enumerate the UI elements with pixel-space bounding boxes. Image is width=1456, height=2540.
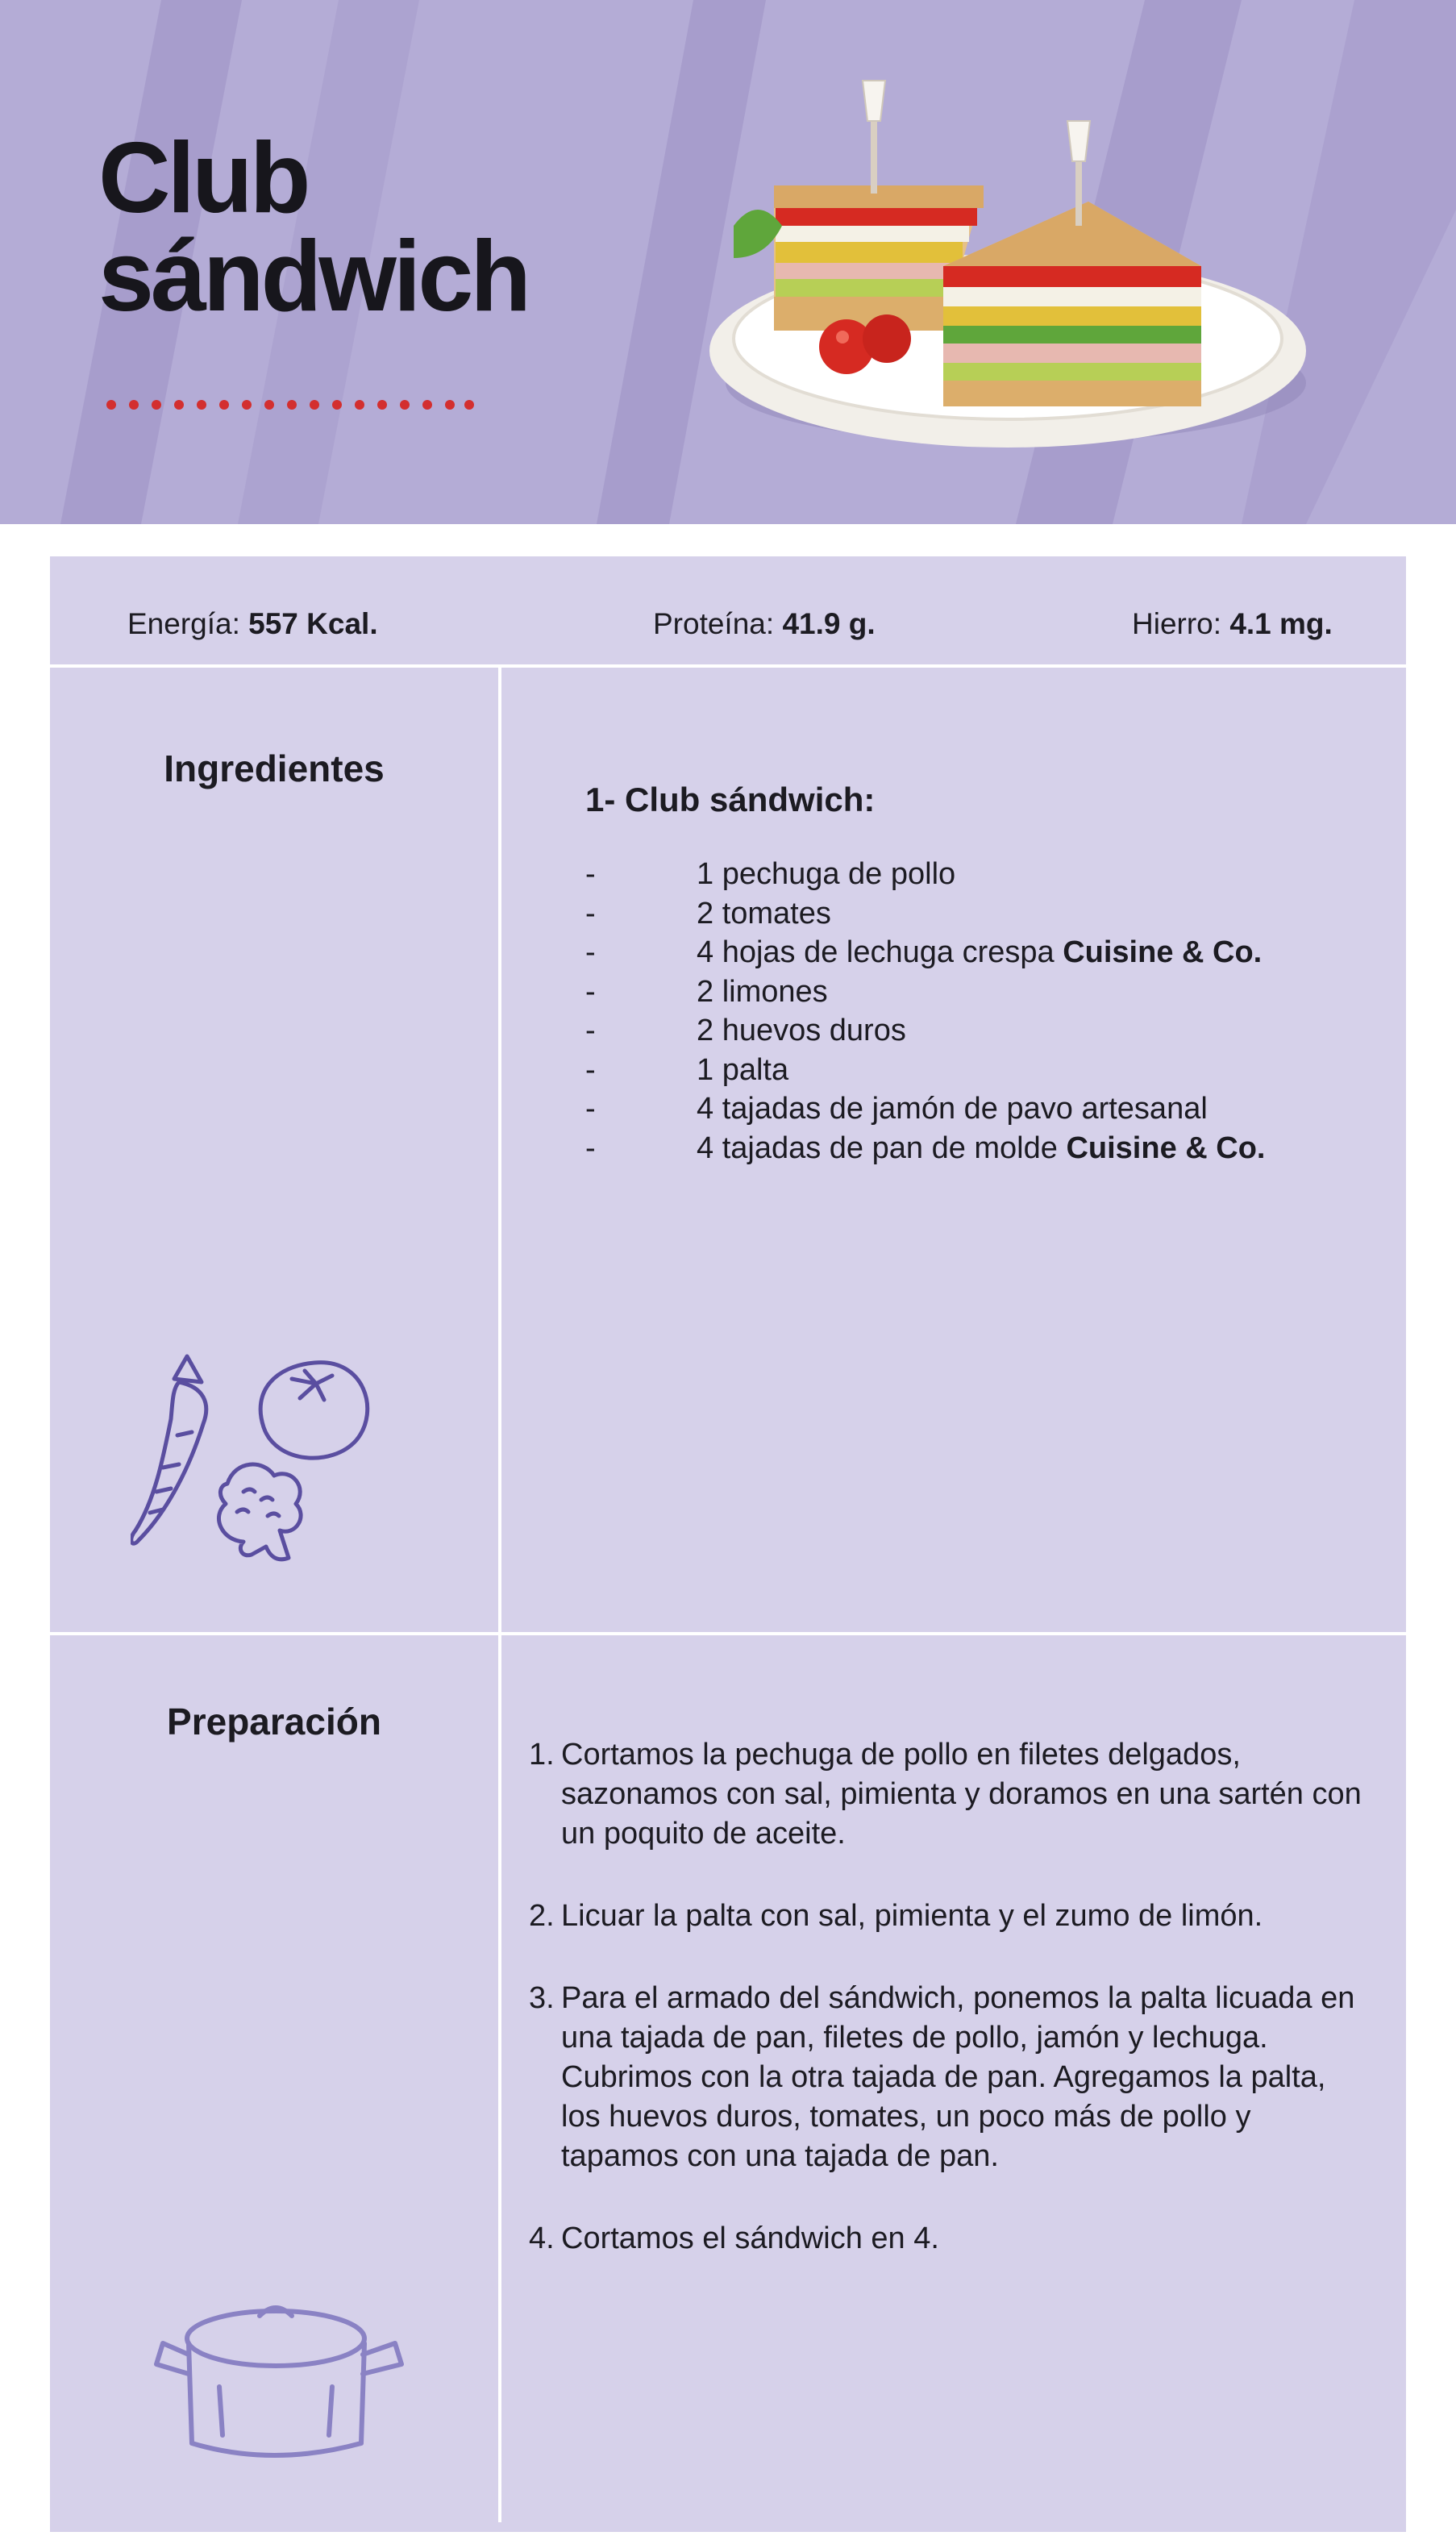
protein-label: Proteína: [653, 607, 775, 640]
list-item: - 2 tomates [585, 896, 831, 931]
list-item: - 2 huevos duros [585, 1014, 906, 1047]
list-item: - 4 tajadas de jamón de pavo artesanal [585, 1092, 1208, 1126]
ingredients-section-title: Ingredientes [164, 747, 385, 789]
energy-label: Energía: [127, 607, 240, 640]
list-item: 1. Cortamos la pechuga de pollo en filetes delgados, sazonamos con sal, pimienta y doramos en una sartén con un poquito de aceite. [529, 1738, 1362, 1851]
ingredients-subtitle: 1- Club sándwich: [585, 781, 876, 818]
list-item: 2. Licuar la palta con sal, pimienta y el zumo de limón. [529, 1899, 1263, 1933]
divider-nutrition [50, 664, 1406, 668]
list-item: 4. Cortamos el sándwich en 4. [529, 2221, 939, 2255]
list-item: 3. Para el armado del sándwich, ponemos la palta licuada en una tajada de pan, filetes de pollo, jamón y lechuga. Cubrimos con la otra tajada de pan. Agregamos la palta, los huevos duros, tomates, un poco más de pollo y tapamos con una tajada de pan. [529, 1981, 1355, 2173]
vegetables-icon [131, 1347, 469, 1589]
decorative-dotted-line [105, 397, 476, 413]
preparation-section-title: Preparación [167, 1701, 381, 1743]
protein-value: 41.9 g. [782, 607, 876, 640]
recipe-header [0, 0, 1456, 524]
divider-sections [50, 1632, 1406, 1635]
recipe-title [98, 123, 529, 332]
preparation-steps-list [529, 1735, 1367, 2301]
iron-info [1132, 606, 1333, 642]
protein-info [653, 606, 876, 642]
brand-name: Cuisine & Co. [1066, 1131, 1266, 1165]
divider-vertical [498, 668, 501, 2522]
iron-value: 4.1 mg. [1229, 607, 1333, 640]
recipe-title-line-2: sándwich [98, 221, 529, 332]
club-sandwich-photo [701, 65, 1362, 468]
list-item: - 2 limones [585, 974, 828, 1009]
list-item: - 4 hojas de lechuga crespa Cuisine & Co. [585, 935, 1263, 969]
list-item: - 4 tajadas de pan de molde Cuisine & Co. [585, 1131, 1266, 1165]
iron-label: Hierro: [1132, 607, 1222, 640]
brand-name: Cuisine & Co. [1063, 935, 1263, 969]
recipe-title-line-1: Club [98, 123, 308, 234]
ingredients-list [585, 855, 1265, 1168]
cooking-pot-icon [139, 2290, 429, 2484]
list-item: - 1 palta [585, 1052, 789, 1087]
list-item: - 1 pechuga de pollo [585, 857, 956, 891]
energy-info [127, 606, 378, 642]
energy-value: 557 Kcal. [248, 607, 378, 640]
